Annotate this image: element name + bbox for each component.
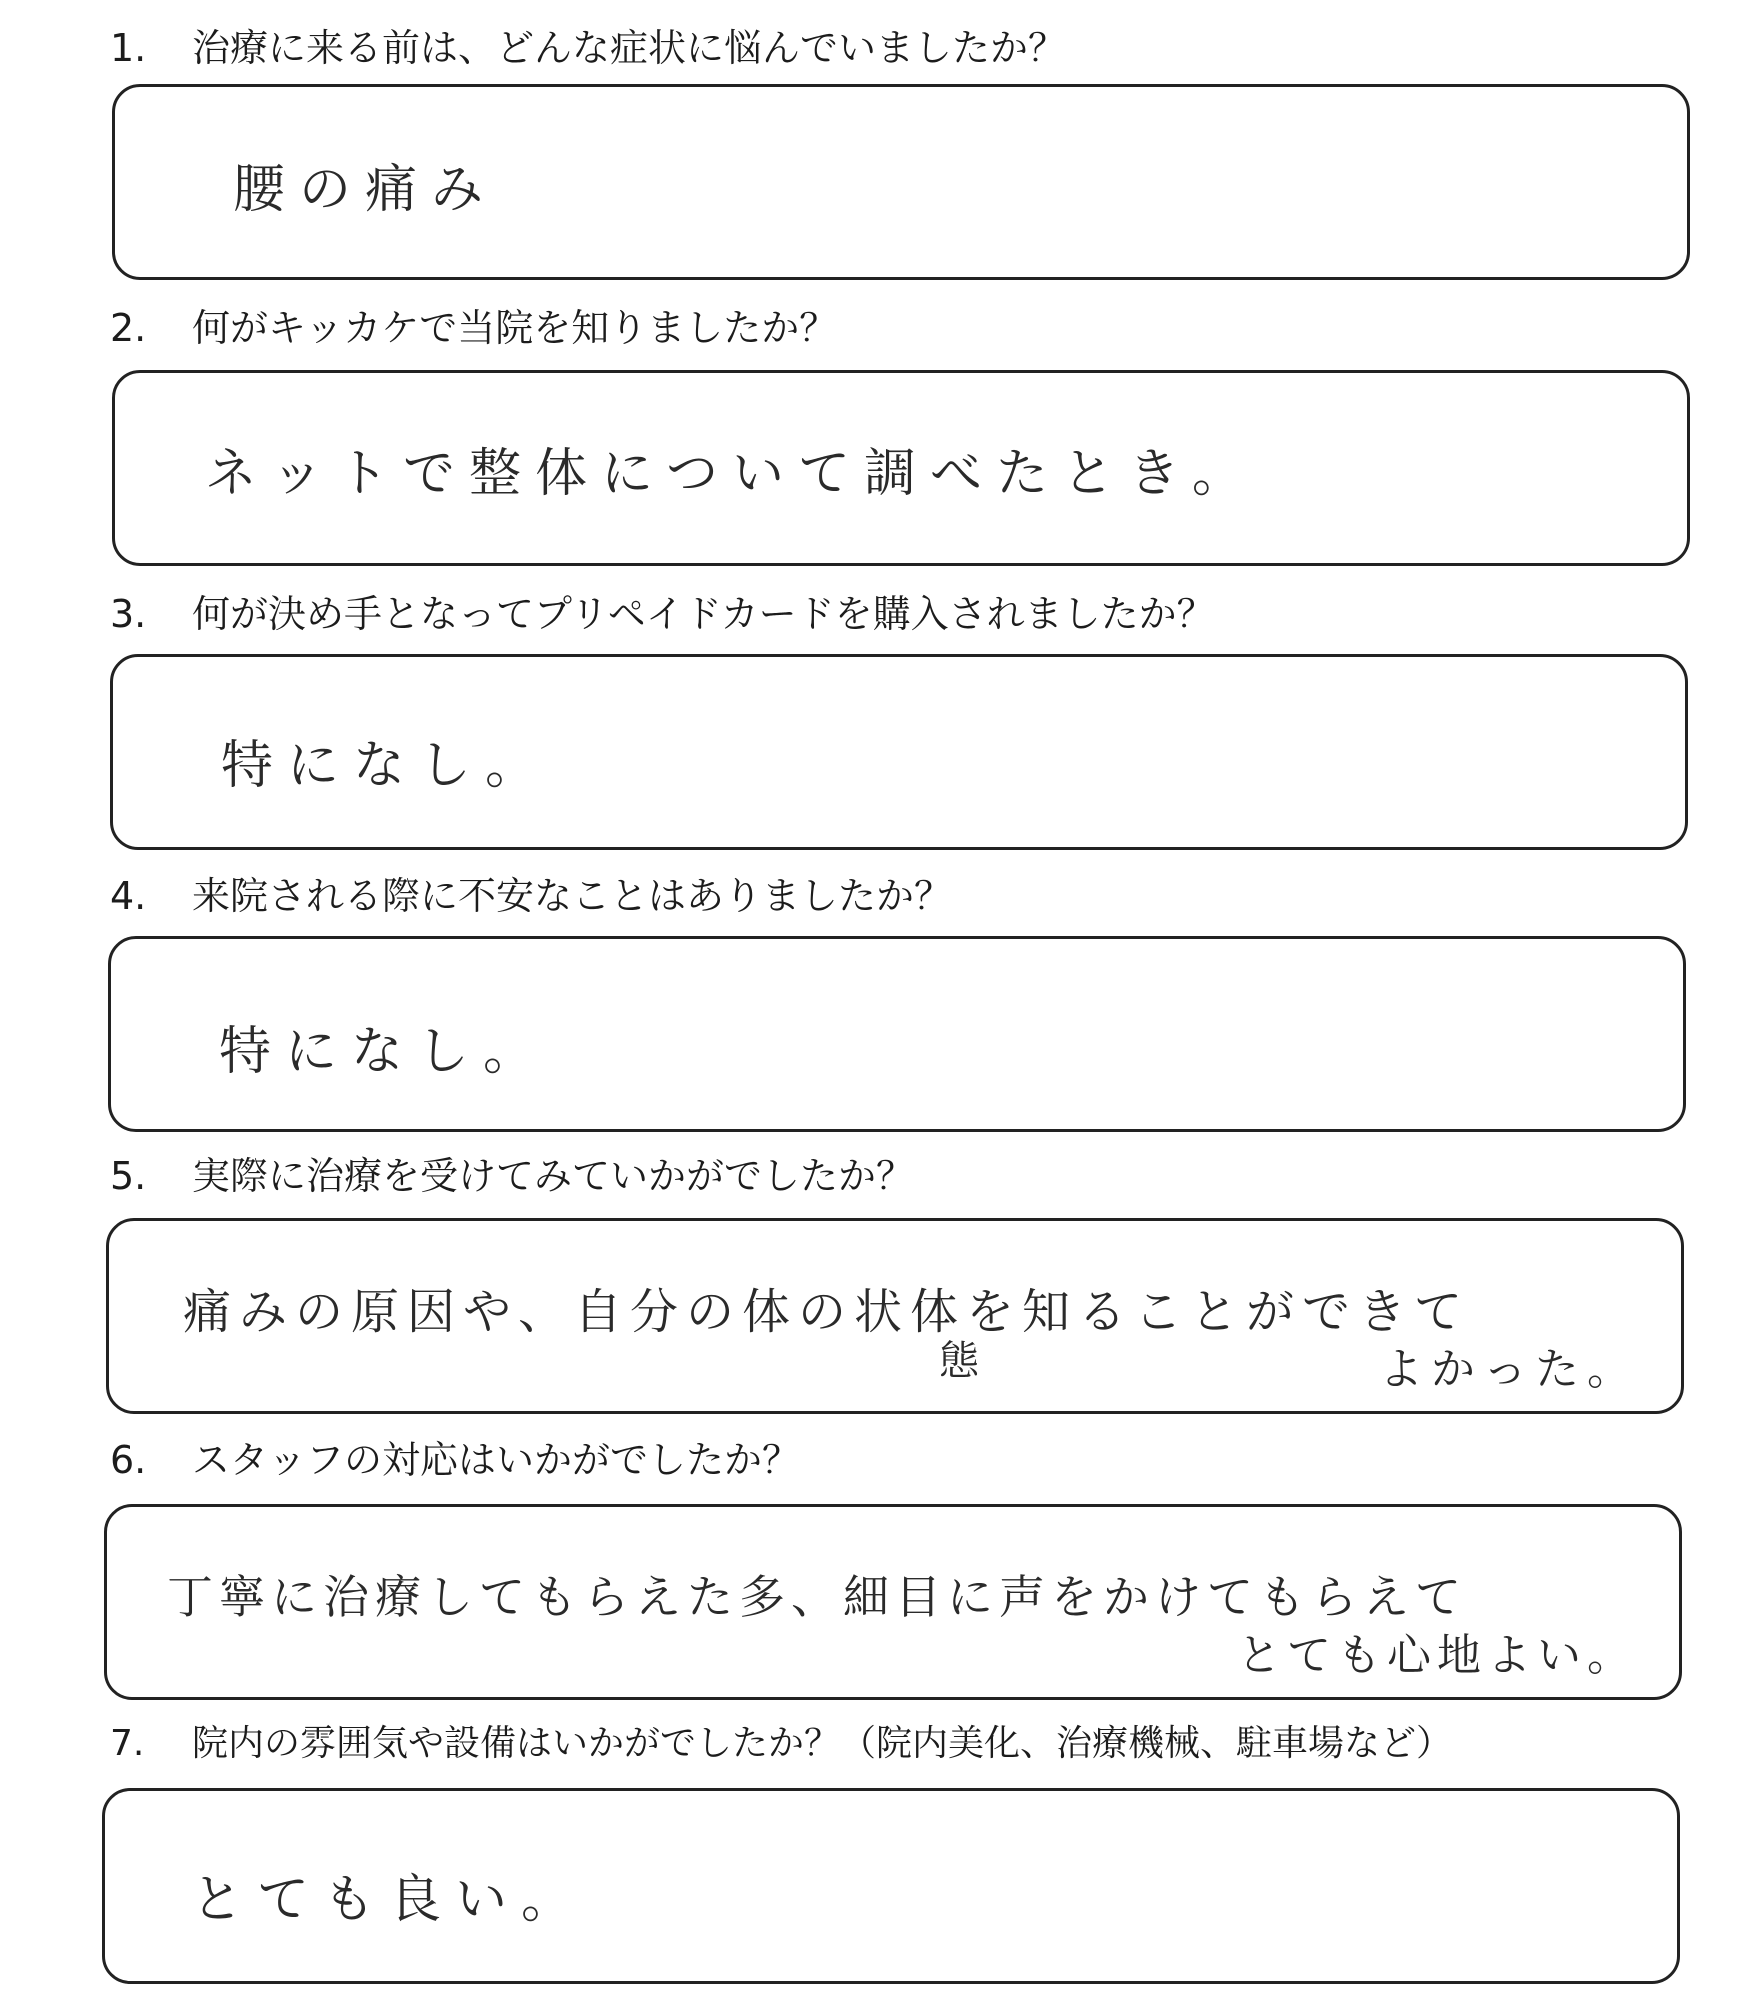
question-number: 3. xyxy=(110,592,147,636)
question-number: 5. xyxy=(110,1154,147,1198)
question-number: 4. xyxy=(110,874,147,918)
answer-text-line-1: 痛みの原因や、自分の体の状体を知ることができて xyxy=(183,1284,1471,1340)
question-4 xyxy=(110,872,952,920)
answer-text: ネットで整体について調べたとき。 xyxy=(205,444,1258,504)
answer-box-7 xyxy=(102,1788,1680,1984)
question-number: 7. xyxy=(110,1723,145,1764)
correction-note: 態 xyxy=(939,1338,979,1384)
question-5 xyxy=(110,1152,914,1200)
question-text: 来院される際に不安なことはありましたか？ xyxy=(192,874,953,918)
answer-text: とても良い。 xyxy=(191,1870,588,1930)
answer-text: 特になし。 xyxy=(219,1022,550,1082)
answer-text: 腰の痛み xyxy=(233,160,498,220)
answer-text-line-1: 丁寧に治療してもらえた多、細目に声をかけてもらえて xyxy=(167,1570,1467,1624)
question-number: 2. xyxy=(110,306,147,350)
question-text: 院内の雰囲気や設備はいかがでしたか？（院内美化、治療機械、駐車場など） xyxy=(192,1723,1453,1764)
question-2 xyxy=(110,304,837,352)
question-7 xyxy=(110,1720,1452,1768)
question-number: 1. xyxy=(110,26,147,70)
answer-text: 特になし。 xyxy=(221,736,552,796)
question-1 xyxy=(110,24,1066,72)
answer-box-2 xyxy=(112,370,1690,566)
question-text: 何がキッカケで当院を知りましたか？ xyxy=(192,306,838,350)
answer-text-line-2: とても心地よい。 xyxy=(1237,1630,1637,1681)
question-text: 実際に治療を受けてみていかがでしたか？ xyxy=(192,1154,915,1198)
question-6 xyxy=(110,1436,800,1484)
answer-box-1 xyxy=(112,84,1690,280)
answer-box-4 xyxy=(108,936,1686,1132)
answer-box-6 xyxy=(104,1504,1682,1700)
answer-text-line-2: よかった。 xyxy=(1379,1344,1639,1395)
question-text: 治療に来る前は、どんな症状に悩んでいましたか？ xyxy=(192,26,1067,70)
answer-box-5 xyxy=(106,1218,1684,1414)
question-3 xyxy=(110,590,1215,638)
answer-box-3 xyxy=(110,654,1688,850)
question-number: 6. xyxy=(110,1438,147,1482)
question-text: スタッフの対応はいかがでしたか？ xyxy=(192,1438,801,1482)
question-text: 何が決め手となってプリペイドカードを購入されましたか？ xyxy=(192,592,1215,636)
